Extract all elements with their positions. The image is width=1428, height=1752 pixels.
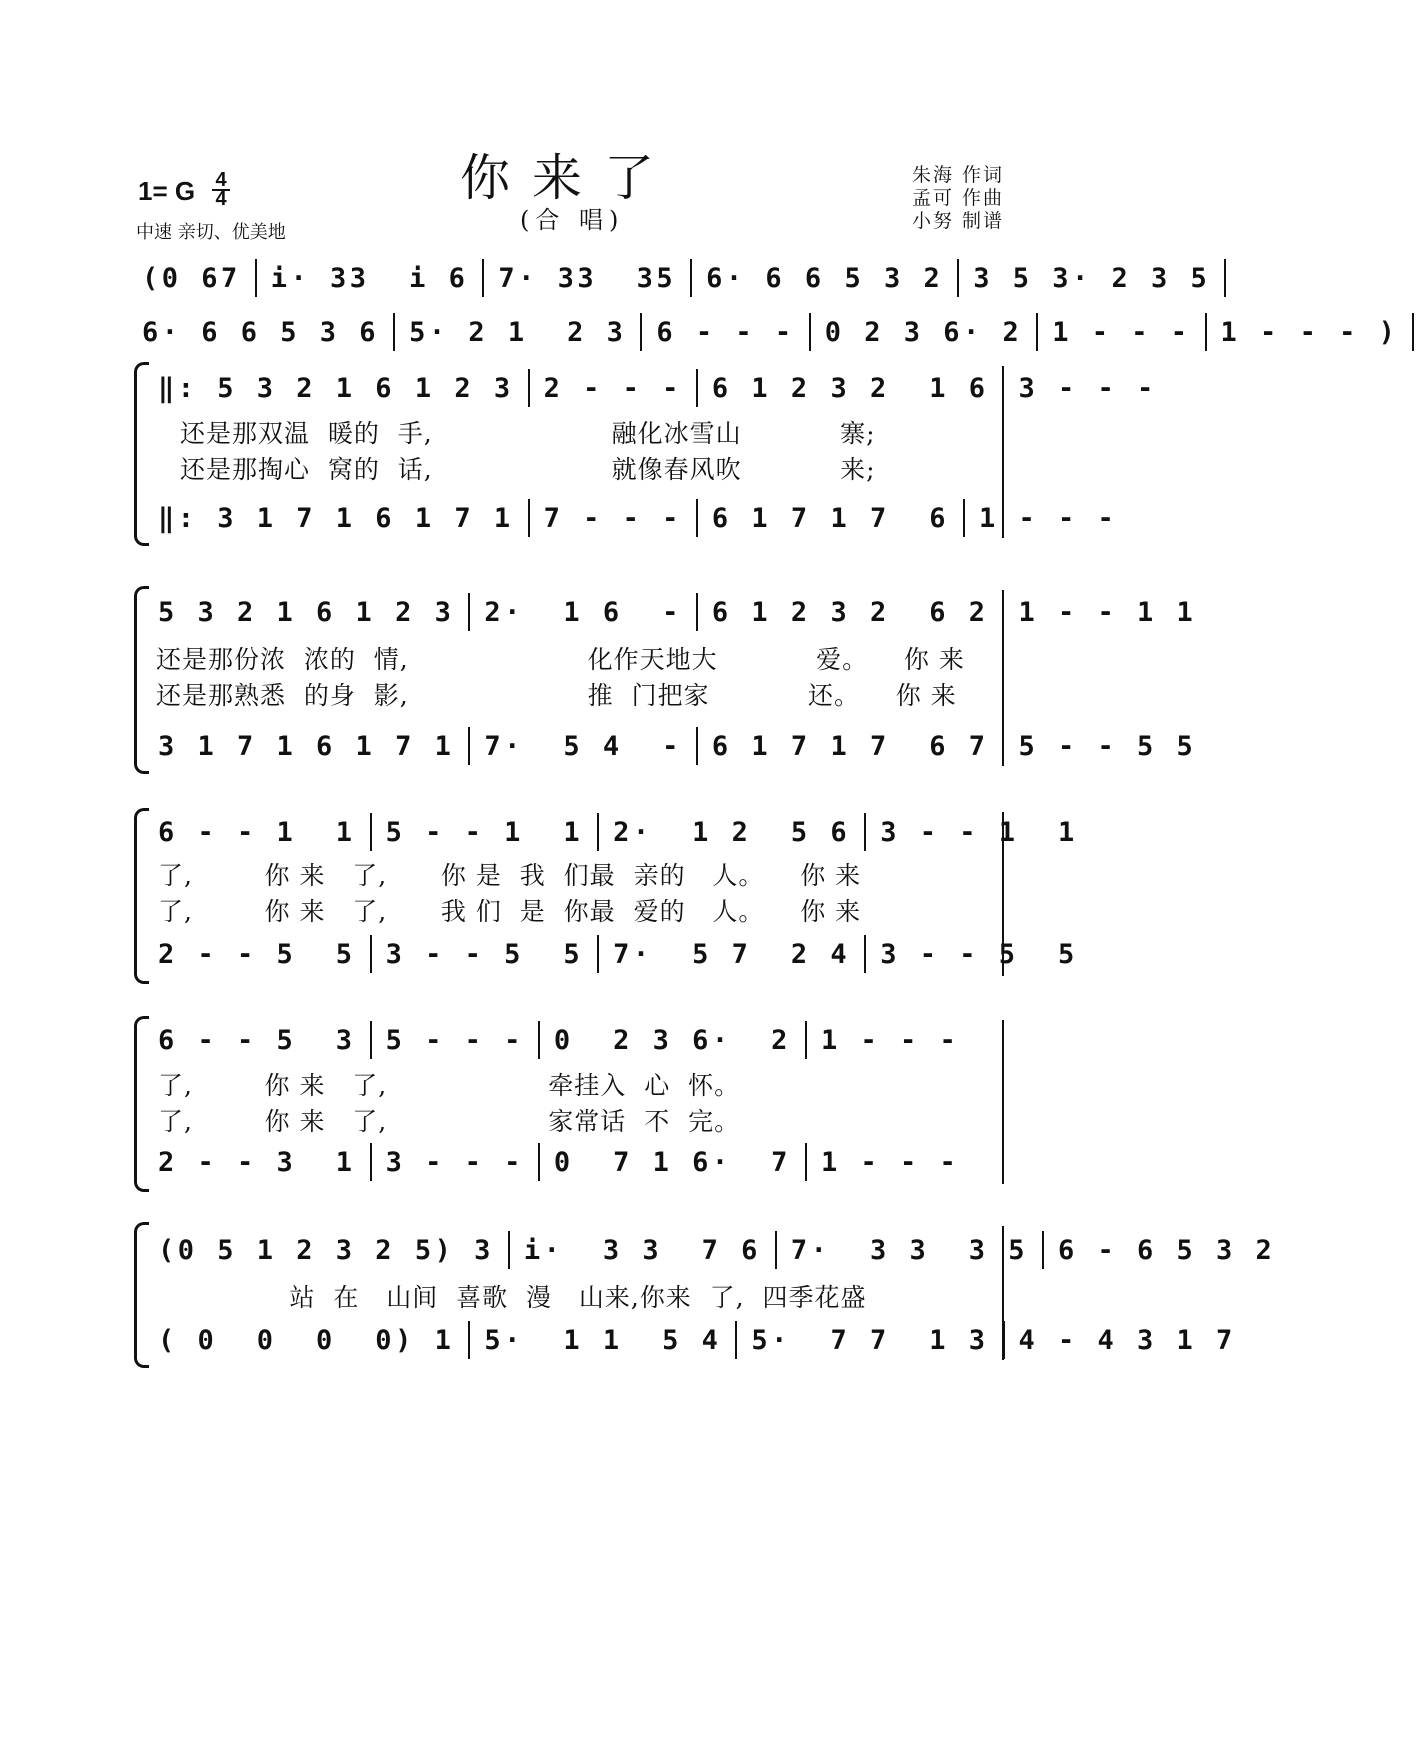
measure: 1 - - -	[978, 502, 1118, 534]
lyric-verse-1: 了, 你 来 了, 牵挂入 心 怀。	[158, 1071, 741, 1100]
arranger-credit: 小努 制谱	[912, 210, 1005, 232]
measure: 6 - - 5 3	[158, 1024, 356, 1056]
time-signature	[212, 169, 230, 210]
measure: 6 1 7 1 7 6	[711, 502, 949, 534]
measure: i· 3 3 7 6	[523, 1234, 761, 1266]
measure: 5· 7 7 1 3	[751, 1324, 989, 1356]
measure: 6· 6 6 5 3 6	[142, 316, 380, 348]
lyric-verse-1: 站 在 山间 喜歌 漫 山来,你来 了, 四季花盛	[200, 1283, 867, 1312]
measure: 0 2 3 6· 2	[553, 1024, 791, 1056]
lyric-verse-2: 了, 你 来 了, 我 们 是 你最 爱的 人。 你 来	[158, 897, 862, 926]
composer-credit: 孟可 作曲	[912, 187, 1005, 209]
measure: 6 1 2 3 2 6 2	[711, 596, 989, 628]
melody-staff	[158, 1020, 959, 1060]
system-bracket	[134, 808, 149, 984]
measure: 1 - - -	[1052, 316, 1191, 348]
measure: 6 - - -	[656, 316, 795, 348]
time-signature-top: 4	[215, 169, 227, 191]
measure: ‖: 5 3 2 1 6 1 2 3	[158, 372, 514, 404]
lyric-verse-1: 了, 你 来 了, 你 是 我 们最 亲的 人。 你 来	[158, 861, 862, 890]
harmony-staff	[158, 1320, 1236, 1360]
lyric-verse-2: 还是那掏心 窝的 话, 就像春风吹 来;	[180, 455, 876, 484]
measure: 2· 1 6 -	[484, 596, 682, 628]
intro-line-1	[142, 258, 1240, 298]
measure: 6 1 7 1 7 6 7	[711, 730, 989, 762]
measure: (0 67	[142, 262, 241, 294]
system-bracket	[134, 1222, 149, 1368]
melody-staff	[158, 592, 1196, 632]
measure: 7· 5 4 -	[484, 730, 682, 762]
measure: 2· 1 2 5 6	[613, 816, 851, 848]
lyric-verse-1: 还是那份浓 浓的 情, 化作天地大 爱。 你 来	[156, 645, 965, 674]
measure: 6 - - 1 1	[158, 816, 356, 848]
measure: 3 1 7 1 6 1 7 1	[158, 730, 455, 762]
measure: ‖: 3 1 7 1 6 1 7 1	[158, 502, 514, 534]
measure: 5 - - 1 1	[385, 816, 584, 848]
measure: (0 5 1 2 3 2 5) 3	[158, 1234, 494, 1266]
lyric-verse-2: 还是那熟悉 的身 影, 推 门把家 还。 你 来	[156, 681, 957, 710]
intro-line-2	[142, 312, 1428, 352]
measure: 3 - - 5 5	[880, 938, 1078, 970]
measure: 1 - - -	[820, 1024, 960, 1056]
system-bracket	[134, 1016, 149, 1192]
measure: 1 - - - )	[1220, 316, 1399, 348]
lyric-verse-2: 了, 你 来 了, 家常话 不 完。	[158, 1107, 741, 1136]
song-title: 你来了	[460, 149, 676, 207]
measure: ( 0 0 0 0) 1	[158, 1324, 455, 1356]
key-signature: 1= G	[138, 176, 196, 206]
measure: 6· 6 6 5 3 2	[706, 262, 944, 294]
measure: 6 1 2 3 2 1 6	[711, 372, 989, 404]
lyric-verse-1: 还是那双温 暖的 手, 融化冰雪山 寨;	[180, 419, 876, 448]
measure: 5 3 2 1 6 1 2 3	[158, 596, 455, 628]
measure: 3 - - 1 1	[880, 816, 1078, 848]
measure: i· 33 i 6	[270, 262, 469, 294]
measure: 5· 2 1 2 3	[409, 316, 627, 348]
measure: 0 7 1 6· 7	[553, 1146, 791, 1178]
melody-staff	[158, 1230, 1275, 1270]
time-signature-bottom: 4	[215, 188, 227, 210]
measure: 2 - - 5 5	[158, 938, 356, 970]
measure: 3 - - -	[385, 1146, 524, 1178]
measure: 2 - - -	[543, 372, 682, 404]
harmony-staff	[158, 498, 1117, 538]
measure: 5 - - -	[385, 1024, 524, 1056]
song-subtitle: (合 唱)	[520, 206, 625, 234]
measure: 5 - - 5 5	[1018, 730, 1197, 762]
system-bracket	[134, 586, 149, 774]
measure: 3 - - -	[1018, 372, 1157, 404]
measure: 3 5 3· 2 3 5	[973, 262, 1211, 294]
measure: 7 - - -	[543, 502, 682, 534]
lyricist-credit: 朱海 作词	[912, 164, 1005, 186]
measure: 7· 33 35	[498, 262, 677, 294]
measure: 0 2 3 6· 2	[824, 316, 1023, 348]
measure: 1 - - -	[820, 1146, 960, 1178]
measure: 5· 1 1 5 4	[484, 1324, 722, 1356]
measure: 7· 3 3 3 5	[790, 1234, 1028, 1266]
measure: 6 - 6 5 3 2	[1058, 1234, 1276, 1266]
harmony-staff	[158, 934, 1078, 974]
measure: 1 - - 1 1	[1018, 596, 1197, 628]
measure: 4 - 4 3 1 7	[1018, 1324, 1236, 1356]
melody-staff	[158, 368, 1157, 408]
harmony-staff	[158, 726, 1196, 766]
harmony-staff	[158, 1142, 959, 1182]
melody-staff	[158, 812, 1078, 852]
measure: 2 - - 3 1	[158, 1146, 356, 1178]
measure: 7· 5 7 2 4	[613, 938, 851, 970]
measure: 3 - - 5 5	[385, 938, 584, 970]
system-bracket	[134, 362, 149, 546]
tempo-marking: 中速 亲切、优美地	[136, 222, 286, 243]
